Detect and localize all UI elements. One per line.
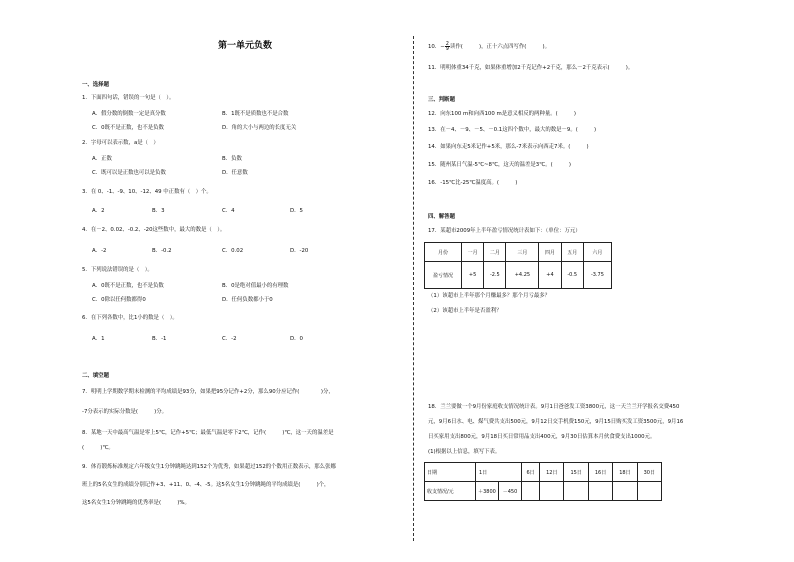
question-14: 14．如果向东走5米记作+5米，那么-7米表示向西走7米。( ) [428, 144, 589, 150]
q1-option-c: C．0既不是正数，也不是负数 [92, 125, 164, 131]
q2-option-d: D．任意数 [222, 170, 248, 176]
question-18-line1: 18．兰兰要做一个9月份家庭收支情况统计表。9月1日爸爸发工资3800元，这一天兰兰开学报名交费450 [428, 404, 680, 410]
question-3: 3．在 0、-1、-9、10、-12、49 中正数有（ ）个。 [82, 189, 212, 195]
table-row-label: 盈亏情况 [425, 262, 462, 289]
q6-option-a: A．1 [92, 336, 105, 342]
q10-denominator: 9 [445, 46, 449, 52]
table-cell [540, 482, 564, 501]
question-8-line1: 8．某地一天中最高气温是零上5℃，记作+5℃；最低气温是零下2℃，记作( )℃，这一天的温差是 [82, 430, 334, 436]
q10-numerator: 2 [445, 41, 449, 47]
table-cell [588, 482, 612, 501]
table-cell: +4 [539, 262, 561, 289]
table-header-cell: 日期 [425, 463, 476, 482]
table-header-cell: 三月 [506, 243, 539, 262]
table-header-cell: 6日 [522, 463, 540, 482]
question-17-part2: （2）该超市上半年是否盈利？ [428, 308, 502, 314]
table-row [425, 482, 662, 501]
table-cell: -0.5 [561, 262, 583, 289]
question-18-line3: 日买家用支出800元，9月18日买日常用品支出400元，9月30日估算本月伙食费支出1000元。 [428, 434, 656, 440]
question-1: 1．下面四句话，错误的一句是（ ）。 [82, 95, 175, 101]
q6-option-d: D．0 [290, 336, 303, 342]
question-6: 6．在下列各数中，比1小的数是（ ）。 [82, 315, 178, 321]
table-cell [522, 482, 540, 501]
q1-option-a: A．假分数的倒数一定是真分数 [92, 111, 166, 117]
question-15: 15．随州某日气温-5℃~8℃，这天的温差是3℃。( ) [428, 162, 572, 168]
question-10: 10．− $\frac{2}{9}$ 读作( )，正十六点四写作( )。 [428, 41, 551, 52]
table-cell: +5 [462, 262, 484, 289]
question-18-line2: 元，9月6日水、电、煤气费共支出500元，9月12日交手机费150元，9月15日购买发工资3500元，9月16 [428, 419, 684, 425]
question-4: 4．在－2、0.02、-0.2、-20这些数中，最大的数是（ ）。 [82, 227, 226, 233]
q4-option-b: B．-0.2 [152, 248, 172, 254]
q3-option-a: A．2 [92, 208, 105, 214]
table-header-cell: 30日 [637, 463, 661, 482]
question-9-line3: 这5名女生1分钟跳绳的优秀率是( )%。 [82, 500, 190, 506]
income-expense-table [424, 462, 662, 501]
q6-option-c: C．-2 [222, 336, 237, 342]
table-header-cell: 12日 [540, 463, 564, 482]
table-header-cell: 一月 [462, 243, 484, 262]
table-cell: -3.75 [583, 262, 611, 289]
table-cell [637, 482, 661, 501]
section-fill-heading: 二、填空题 [82, 373, 109, 379]
profit-loss-table [424, 242, 612, 289]
q5-option-d: D．任何负数都小于0 [222, 297, 273, 303]
table-cell: -2.5 [484, 262, 506, 289]
question-7-line1: 7．明明上学期数学期末检测的平均成绩是93分，如果把95分记作+2分，那么90分应记作( )分， [82, 389, 334, 395]
table-cell: ＋3800 [476, 482, 499, 501]
q10-text: 读作( )，正十六点四写作( )。 [449, 44, 551, 50]
section-judge-heading: 三、判断题 [428, 97, 455, 103]
table-row-label: 收支情况/元 [425, 482, 476, 501]
table-cell [613, 482, 637, 501]
table-header-cell: 六月 [583, 243, 611, 262]
q2-option-b: B．负数 [222, 156, 242, 162]
table-header-cell: 15日 [564, 463, 588, 482]
q2-option-c: C．既可以是正数也可以是负数 [92, 170, 166, 176]
table-header-cell: 二月 [484, 243, 506, 262]
table-cell [564, 482, 588, 501]
section-choice-heading: 一、选择题 [82, 82, 109, 88]
q5-option-a: A．0既不是正数，也不是负数 [92, 283, 164, 289]
q3-option-d: D．5 [290, 208, 303, 214]
question-11: 11．明明体重34千克，如果体重增加2千克记作+2千克，那么－2千克表示( )。 [428, 65, 634, 71]
q1-option-d: D．角的大小与两边的长度无关 [222, 125, 297, 131]
table-cell: +4.25 [506, 262, 539, 289]
table-header-cell: 1日 [476, 463, 522, 482]
table-header-cell: 月份 [425, 243, 462, 262]
table-header-cell: 四月 [539, 243, 561, 262]
q4-option-a: A．-2 [92, 248, 107, 254]
page-title: 第一单元负数 [218, 41, 273, 51]
table-header-cell: 五月 [561, 243, 583, 262]
question-8-line2: ( )℃。 [82, 445, 114, 451]
column-divider [413, 36, 414, 541]
question-12: 12．向东100 m和向西100 m是意义相反的两种量。( ) [428, 111, 576, 117]
q2-option-a: A．正数 [92, 156, 112, 162]
question-13: 13．在－4、－9、－5、－0.1这四个数中，最大的数是－9。( ) [428, 127, 597, 133]
table-header-row [425, 463, 662, 482]
q5-option-c: C．0除以任何数都得0 [92, 297, 146, 303]
question-17: 17．某超市2009年上半年盈亏情况统计表如下：（单位：万元） [428, 228, 581, 234]
question-18-part1: (1)根据以上信息，填写下表。 [428, 449, 501, 455]
table-header-cell: 18日 [613, 463, 637, 482]
question-2: 2．字母可以表示数，a是（ ） [82, 140, 159, 146]
table-cell: －450 [499, 482, 522, 501]
question-17-part1: （1）该超市上半年那个月赚最多？那个月亏最多？ [428, 293, 551, 299]
q3-option-b: B．3 [152, 208, 165, 214]
q10-number: 10． [428, 44, 441, 50]
section-answer-heading: 四、解答题 [428, 214, 455, 220]
q5-option-b: B．0是绝对值最小的有理数 [222, 283, 289, 289]
q1-option-b: B．1既不是质数也不是合数 [222, 111, 289, 117]
table-header-cell: 16日 [588, 463, 612, 482]
question-5: 5．下列说法错误的是（ ）。 [82, 267, 153, 273]
q3-option-c: C．4 [222, 208, 235, 214]
table-row [425, 262, 612, 289]
question-9-line2: 班上的5名女生的成绩分别记作+3、+11、0、-4、-5。这5名女生1分钟跳绳的平均成绩是( )个， [82, 482, 330, 488]
q6-option-b: B．-1 [152, 336, 167, 342]
table-header-row [425, 243, 612, 262]
question-7-line2: -7分表示的实际分数是( )分。 [82, 409, 168, 415]
question-16: 16．-15℃比-25℃温度高。( ) [428, 180, 518, 186]
q4-option-d: D．-20 [290, 248, 309, 254]
question-9-line1: 9．体育锻炼标准规定六年级女生1分钟跳绳达到152个为优秀，如果超过152的个数用正数表示，那么张娜 [82, 464, 336, 470]
q4-option-c: C．0.02 [222, 248, 244, 254]
